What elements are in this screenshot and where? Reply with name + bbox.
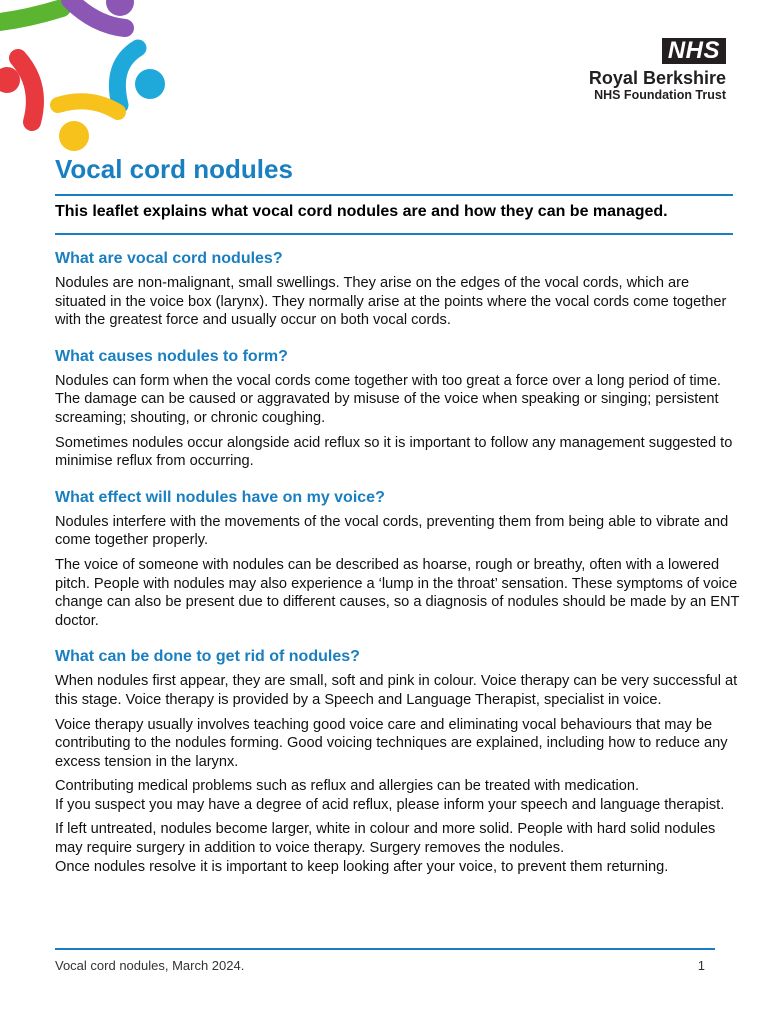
- trust-subtitle: NHS Foundation Trust: [594, 88, 726, 102]
- paragraph: If left untreated, nodules become larger, white in colour and more solid. People with hard solid nodules may require surgery in addition to voice therapy. Surgery removes the nodules.: [55, 821, 716, 857]
- paragraph: Once nodules resolve it is important to keep looking after your voice, to prevent them returning.: [55, 858, 669, 875]
- page-footer: [55, 958, 705, 973]
- trust-name: Royal Berkshire: [588, 68, 726, 88]
- paragraph: The voice of someone with nodules can be described as hoarse, rough or breathy, often with a lowered pitch. People with nodules may also experience a ‘lump in the throat’ sensation. These symptoms of voice change can also be present due to different causes, so a diagnosis of nodules should be made by an ENT doctor.: [55, 556, 740, 629]
- section-effect-on-voice: [55, 487, 740, 631]
- logo-red-arc: [18, 58, 35, 122]
- footer-divider: [55, 948, 715, 950]
- logo-cyan-arc: [117, 48, 138, 105]
- leaflet-content: [55, 248, 740, 892]
- section-what-are-nodules: [55, 248, 740, 330]
- section-heading: What can be done to get rid of nodules?: [55, 648, 360, 666]
- paragraph: When nodules first appear, they are small, soft and pink in colour. Voice therapy can be very successful at this stage. Voice therapy is provided by a Speech and Language Therapist, specialist in voice.: [55, 673, 738, 708]
- nhs-trust-logo: [589, 38, 726, 103]
- logo-yellow-dot: [59, 121, 89, 151]
- paragraph: Contributing medical problems such as reflux and allergies can be treated with medication.: [55, 778, 640, 795]
- paragraph: Voice therapy usually involves teaching good voice care and eliminating vocal behaviours that may be contributing to the nodules forming. Good voicing techniques are explained, including how to reduce any excess tension in the larynx.: [55, 716, 728, 770]
- page-number: 1: [697, 958, 705, 973]
- paragraph: If you suspect you may have a degree of acid reflux, please inform your speech and language therapist.: [55, 796, 725, 813]
- title-divider: [55, 194, 733, 196]
- intro-text: This leaflet explains what vocal cord nodules are and how they can be managed.: [55, 203, 668, 220]
- paragraph: Nodules interfere with the movements of the vocal cords, preventing them from being able to vibrate and come together properly.: [55, 513, 729, 549]
- paragraph: Sometimes nodules occur alongside acid reflux so it is important to follow any management suggested to minimise reflux from occurring.: [55, 434, 733, 470]
- trust-logo-art: [0, 0, 170, 155]
- section-treatment: [55, 646, 740, 876]
- section-what-causes: [55, 346, 740, 471]
- logo-yellow-arc: [58, 101, 118, 112]
- nhs-badge: NHS: [662, 38, 726, 64]
- section-heading: What causes nodules to form?: [55, 347, 288, 365]
- logo-purple-dot: [106, 0, 134, 16]
- paragraph: Nodules can form when the vocal cords come together with too great a force over a long period of time. The damage can be caused or aggravated by misuse of the voice when speaking or singing; persistent screaming; shouting, or chronic coughing.: [55, 372, 721, 426]
- section-heading: What effect will nodules have on my voice?: [55, 488, 385, 506]
- section-heading: What are vocal cord nodules?: [55, 250, 283, 267]
- footer-label: Vocal cord nodules, March 2024.: [55, 958, 245, 973]
- logo-cyan-dot: [135, 69, 165, 99]
- paragraph: Nodules are non-malignant, small swellings. They arise on the edges of the vocal cords, which are situated in the voice box (larynx). They normally arise at the points where the vocal cords come together with the greatest force and usually occur on both vocal cords.: [55, 275, 727, 329]
- logo-green-arc: [0, 8, 62, 22]
- page-title: Vocal cord nodules: [55, 154, 293, 184]
- intro-divider: [55, 233, 733, 235]
